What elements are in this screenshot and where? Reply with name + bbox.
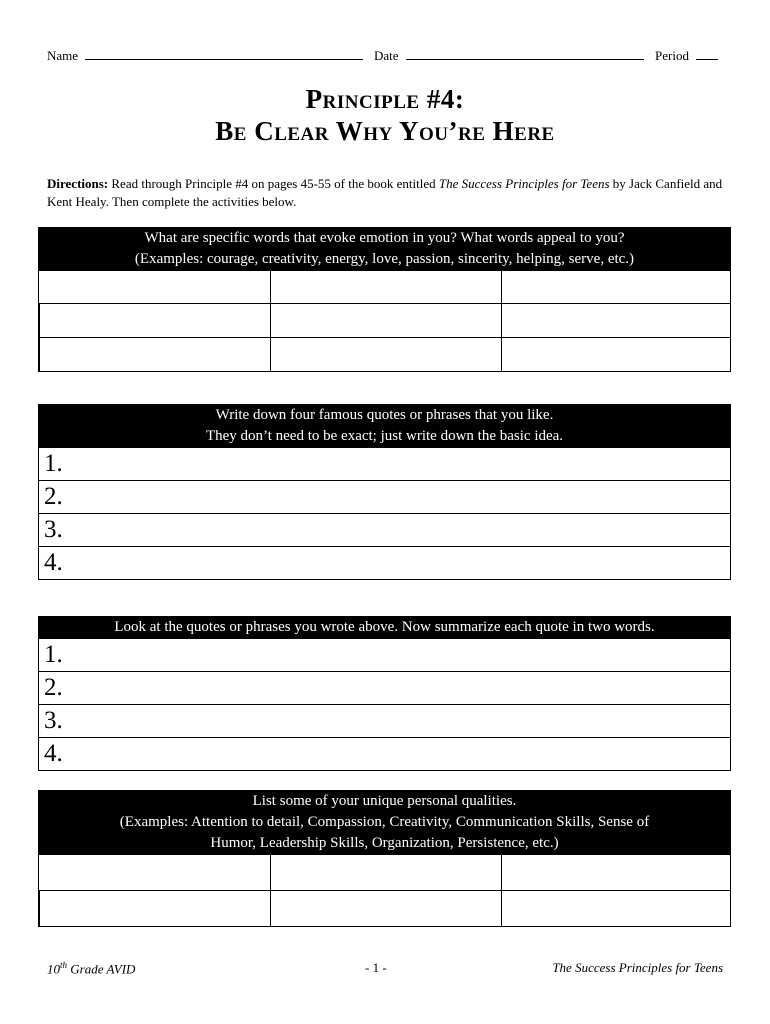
directions-text-before: Read through Principle #4 on pages 45-55 of the book entitled [108,176,439,191]
name-blank[interactable] [85,47,363,60]
heading-line: (Examples: Attention to detail, Compassion, Creativity, Communication Skills, Sense of [119,814,650,830]
page-number: - 1 - [365,960,387,975]
grade-number: 10 [47,961,60,977]
word-cell[interactable] [39,270,270,303]
quality-cell[interactable] [270,854,501,890]
summary-row[interactable]: 4. [39,737,730,770]
summary-heading [39,617,730,638]
quote-row[interactable]: 4. [39,546,730,579]
heading-line: (Examples: courage, creativity, energy, love, passion, sincerity, helping, serve, etc.) [134,251,635,267]
footer-grade [47,960,135,977]
grade-text: Grade AVID [67,961,136,977]
page-footer [47,960,723,980]
qualities-section [38,790,731,927]
word-cell[interactable] [39,337,270,371]
emotion-words-heading [39,228,730,270]
word-cell[interactable] [39,303,270,337]
word-cell[interactable] [270,270,501,303]
book-title: The Success Principles for Teens [438,176,610,191]
student-info-line [47,47,723,65]
summary-row[interactable]: 2. [39,671,730,704]
period-blank[interactable] [696,47,718,60]
quote-row[interactable]: 2. [39,480,730,513]
heading-line: What are specific words that evoke emotion in you? What words appeal to you? [144,230,625,246]
word-cell[interactable] [270,337,501,371]
heading-line: They don’t need to be exact; just write down the basic idea. [205,428,564,444]
page-title-line2: Be Clear Why You’re Here [215,116,555,146]
period-label: Period [655,48,689,63]
date-blank[interactable] [406,47,644,60]
date-label: Date [374,48,399,63]
directions-text-after: by Jack Canfield and Kent Healy. Then complete the activities below. [47,176,723,209]
summary-row[interactable]: 3. [39,704,730,737]
quote-row[interactable]: 3. [39,513,730,546]
page-title-line1: Principle #4: [305,84,465,114]
quality-cell[interactable] [39,890,270,926]
heading-line: List some of your unique personal qualities. [252,793,517,809]
summary-section [38,616,731,771]
word-cell[interactable] [501,303,730,337]
quote-row[interactable]: 1. [39,447,730,480]
emotion-words-section [38,227,731,372]
quotes-section [38,404,731,580]
qualities-heading [39,791,730,854]
heading-line: Humor, Leadership Skills, Organization, Persistence, etc.) [210,835,559,851]
word-cell[interactable] [501,337,730,371]
quality-cell[interactable] [501,890,730,926]
qualities-grid [39,854,730,926]
directions-label: Directions: [47,176,109,191]
period-field[interactable] [655,47,718,64]
name-field[interactable] [47,47,363,64]
summary-row[interactable]: 1. [39,638,730,671]
quality-cell[interactable] [39,854,270,890]
quality-cell[interactable] [270,890,501,926]
word-cell[interactable] [501,270,730,303]
word-cell[interactable] [270,303,501,337]
quotes-heading [39,405,730,447]
heading-line: Look at the quotes or phrases you wrote above. Now summarize each quote in two words. [114,619,655,635]
directions [47,175,727,211]
heading-line: Write down four famous quotes or phrases that you like. [215,407,554,423]
emotion-words-grid [39,270,730,371]
quality-cell[interactable] [501,854,730,890]
name-label: Name [47,48,79,63]
date-field[interactable] [374,47,644,64]
footer-book-title: The Success Principles for Teens [552,960,723,975]
grade-suffix: th [60,960,68,970]
